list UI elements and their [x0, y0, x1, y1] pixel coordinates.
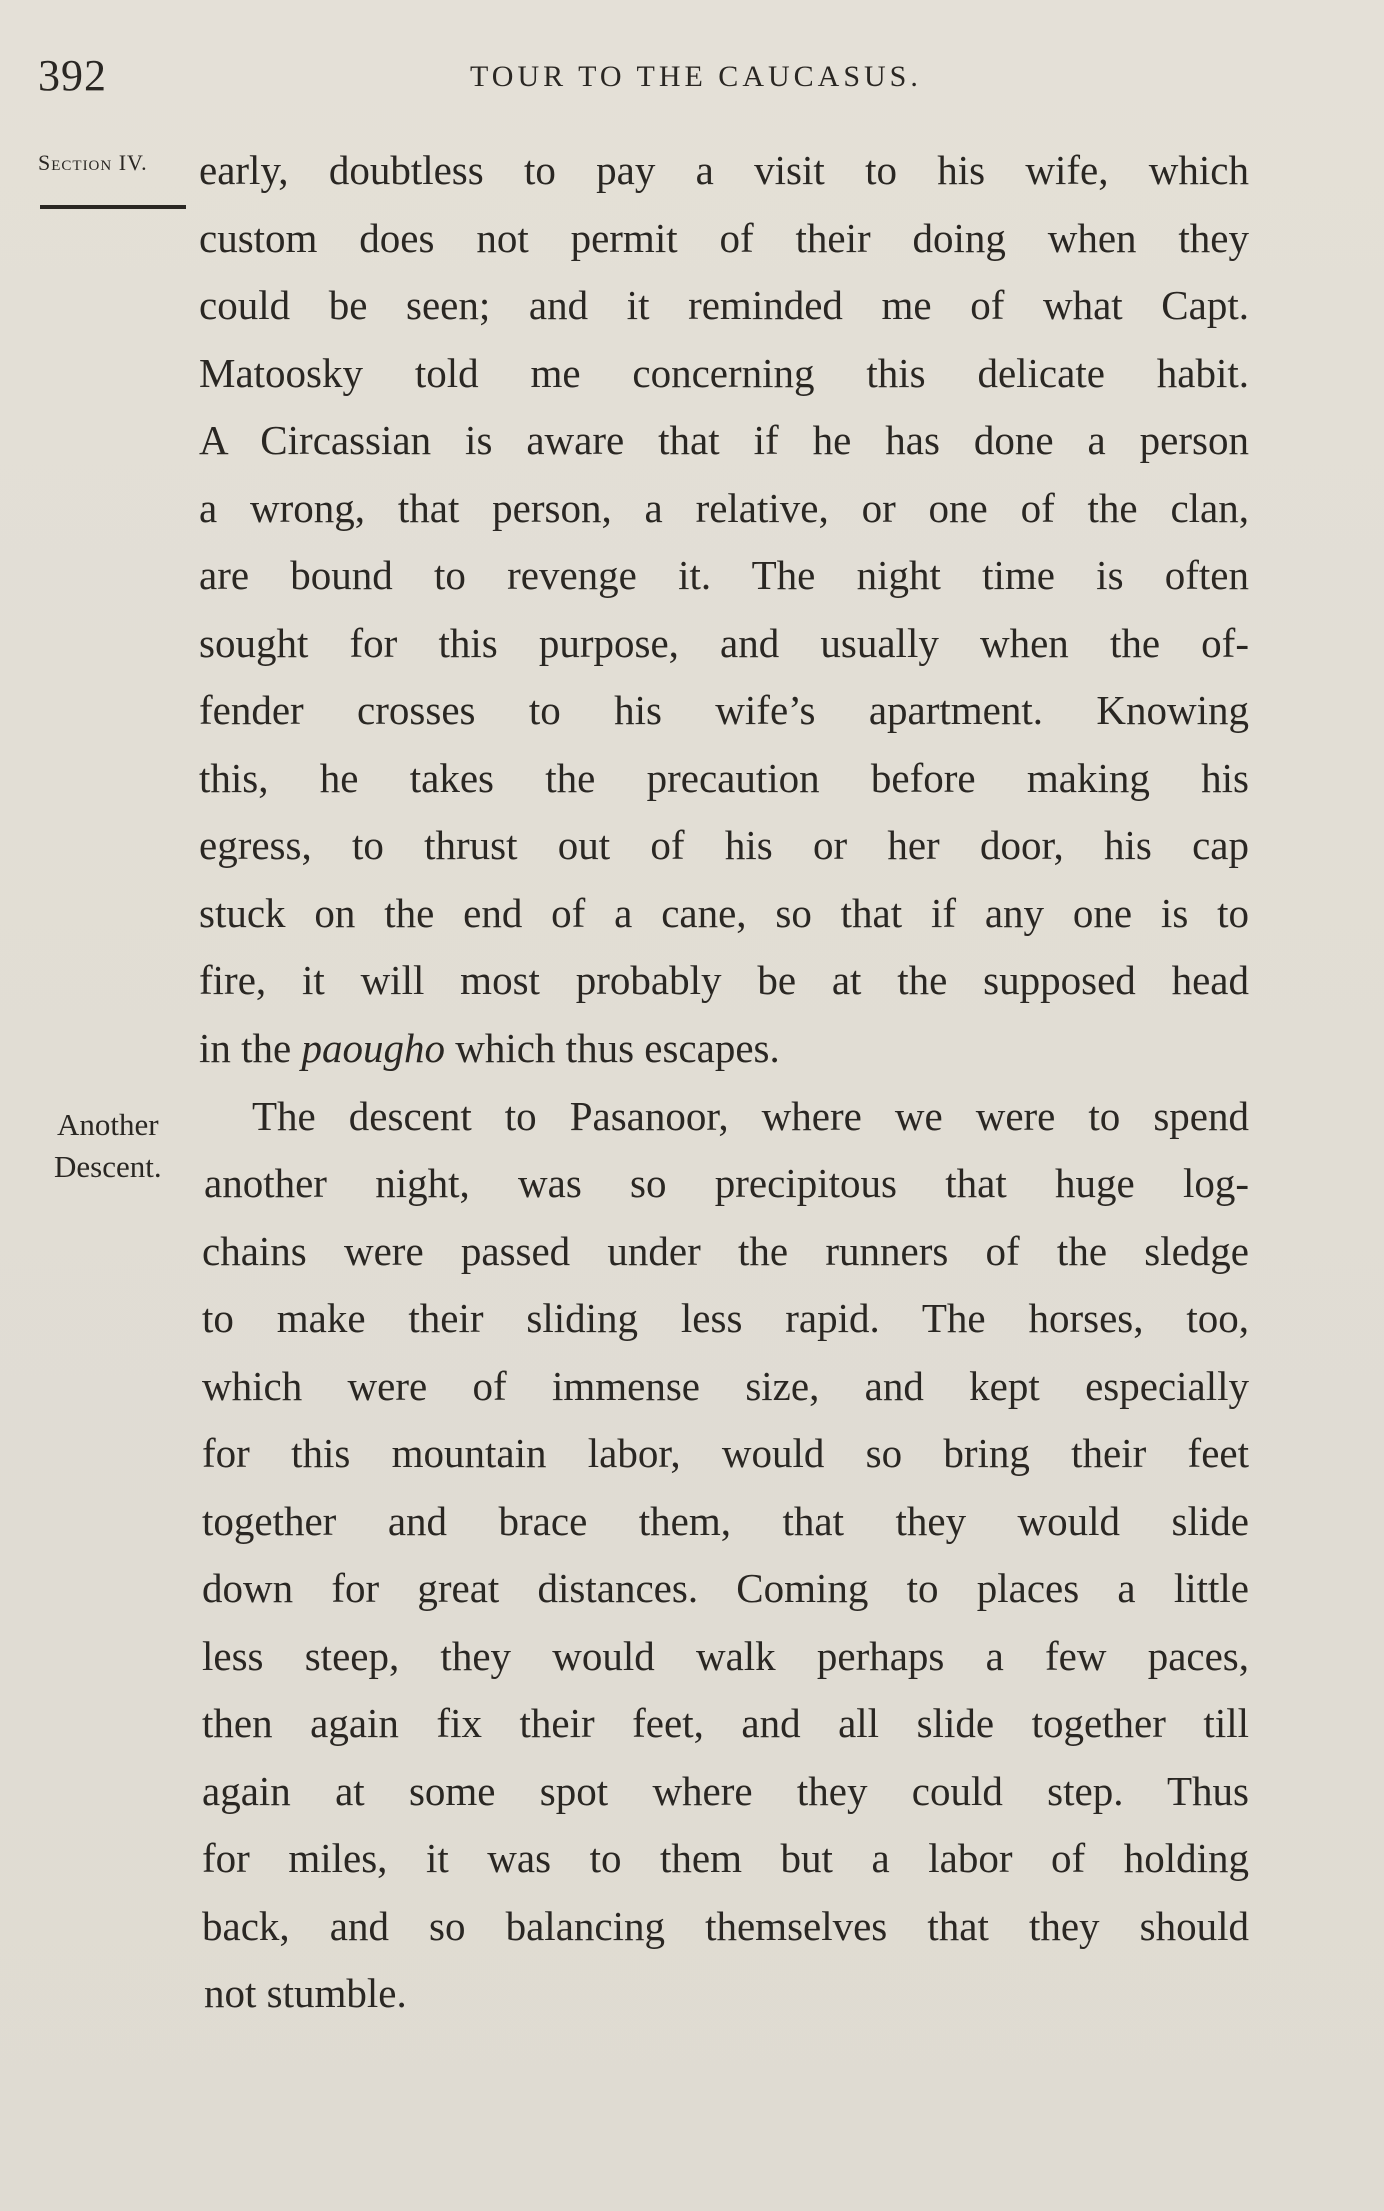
body-line: then again fix their feet, and all slide together till: [202, 1700, 1249, 1746]
body-line: The descent to Pasanoor, where we were to spend: [252, 1093, 1249, 1139]
body-line: a wrong, that person, a relative, or one of the clan,: [199, 485, 1249, 531]
body-line: back, and so balancing themselves that they should: [202, 1903, 1249, 1949]
body-text: in the: [199, 1025, 292, 1071]
body-text: which thus escapes.: [455, 1025, 780, 1071]
body-line: early, doubtless to pay a visit to his wife, which: [199, 147, 1249, 193]
body-line: stuck on the end of a cane, so that if any one is to: [199, 890, 1249, 936]
body-line: custom does not permit of their doing when they: [199, 215, 1249, 261]
margin-note: [54, 1104, 162, 1188]
body-line: another night, was so precipitous that huge log-: [204, 1160, 1249, 1206]
margin-note-line-2: Descent.: [54, 1149, 162, 1184]
body-line: together and brace them, that they would slide: [202, 1498, 1249, 1544]
body-line: for this mountain labor, would so bring their feet: [202, 1430, 1249, 1476]
body-line: A Circassian is aware that if he has done a person: [199, 417, 1249, 463]
body-line: sought for this purpose, and usually when the of-: [199, 620, 1249, 666]
body-line: for miles, it was to them but a labor of holding: [202, 1835, 1249, 1881]
section-label: Section IV.: [38, 150, 148, 175]
body-line: down for great distances. Coming to places a little: [202, 1565, 1249, 1611]
body-line: could be seen; and it reminded me of what Capt.: [199, 282, 1249, 328]
running-head: TOUR TO THE CAUCASUS.: [470, 60, 922, 93]
body-line: not stumble.: [204, 1970, 407, 2016]
margin-note-line-1: Another: [57, 1107, 159, 1142]
section-rule: [40, 205, 186, 209]
body-line: fire, it will most probably be at the supposed head: [199, 957, 1249, 1003]
body-line: [199, 1024, 1249, 1072]
italic-word: paougho: [301, 1025, 445, 1071]
body-line: to make their sliding less rapid. The horses, too,: [202, 1295, 1249, 1341]
body-line: are bound to revenge it. The night time is often: [199, 552, 1249, 598]
body-line: which were of immense size, and kept especially: [202, 1363, 1249, 1409]
body-line: less steep, they would walk perhaps a few paces,: [202, 1633, 1249, 1679]
body-line: this, he takes the precaution before making his: [199, 755, 1249, 801]
body-line: fender crosses to his wife’s apartment. Knowing: [199, 687, 1249, 733]
body-line: Matoosky told me concerning this delicate habit.: [199, 350, 1249, 396]
page-number: 392: [38, 51, 107, 100]
body-line: again at some spot where they could step. Thus: [202, 1768, 1249, 1814]
body-line: chains were passed under the runners of the sledge: [202, 1228, 1249, 1274]
body-line: egress, to thrust out of his or her door, his cap: [199, 822, 1249, 868]
